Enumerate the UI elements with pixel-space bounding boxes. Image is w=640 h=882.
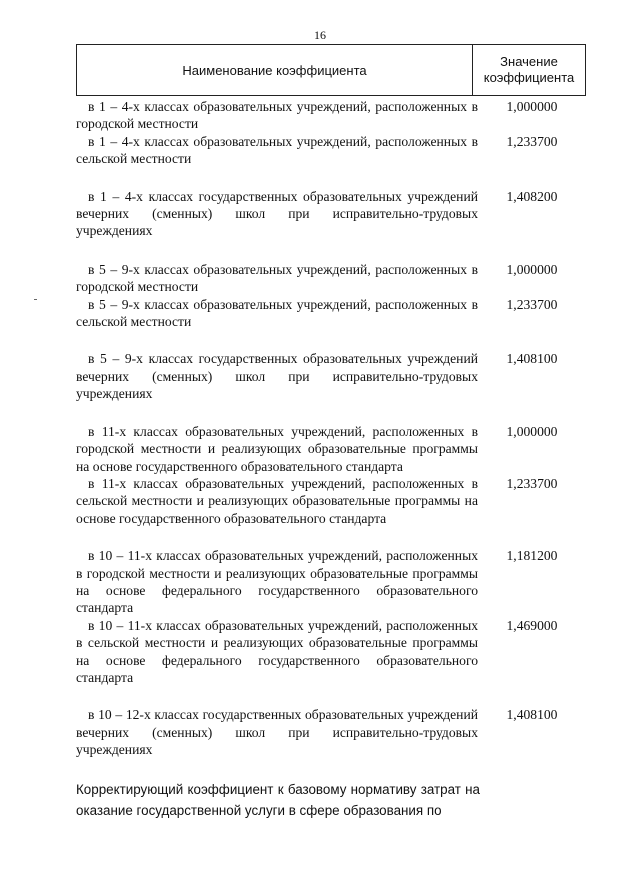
row-name: в 10 – 11-х классах образовательных учреждений, расположенных в сельской местности и реализующих образовательные программы на основе федерального государственного образовательного стандарта [76,617,478,685]
row-value: 1,408100 [506,351,558,367]
table-row [76,133,586,168]
row-name: в 10 – 12-х классах государственных образовательных учреждений вечерних (сменных) школ при исправительно-трудовых учреждениях [76,707,478,758]
table-row [76,475,586,527]
row-name: в 5 – 9-х классах образовательных учреждений, расположенных в городской местности [76,261,478,295]
footer-paragraph: Корректирующий коэффициент к базовому нормативу затрат на оказание государственной услуги в сфере образования по [76,782,480,818]
row-name: в 1 – 4-х классах государственных образовательных учреждений вечерних (сменных) школ при исправительно-трудовых учреждениях [76,188,478,239]
table-row [76,188,586,240]
header-value-cell [473,45,585,95]
header-value-line1: Значение [500,54,558,69]
header-value-label [484,54,575,86]
row-name: в 5 – 9-х классах государственных образовательных учреждений вечерних (сменных) школ при исправительно-трудовых учреждениях [76,351,478,402]
row-value: 1,000000 [506,99,558,114]
table-row [76,547,586,617]
header-value-line2: коэффициента [483,70,575,85]
row-value: 1,408100 [506,707,558,723]
table-row [76,423,586,475]
table-row [76,706,586,758]
row-name: в 11-х классах образовательных учреждений, расположенных в городской местности и реализующих образовательные программы на основе государственного образовательного стандарта [76,423,478,474]
row-value: 1,000000 [506,261,558,277]
table-row [76,296,586,331]
row-name: в 1 – 4-х классах образовательных учреждений, расположенных в городской местности [76,99,478,132]
table-header [76,44,586,96]
row-name: в 5 – 9-х классах образовательных учреждений, расположенных в сельской местности [76,296,478,330]
row-value: 1,233700 [506,475,558,491]
row-name: в 11-х классах образовательных учреждений, расположенных в сельской местности и реализующих образовательные программы на основе государственного образовательного стандарта [76,475,478,526]
row-name: в 10 – 11-х классах образовательных учреждений, расположенных в городской местности и реализующих образовательные программы на основе федерального государственного образовательного стандарта [76,548,478,616]
page-number: 16 [314,28,326,42]
header-name-cell: Наименование коэффициента [77,45,473,95]
scan-dot [34,299,37,300]
table-row [76,350,586,402]
table-row [76,261,586,296]
table-row [76,617,586,687]
row-value: 1,469000 [506,617,558,633]
row-value: 1,408200 [506,188,558,204]
row-value: 1,233700 [506,133,558,149]
table-row [76,98,586,133]
row-value: 1,181200 [506,548,558,564]
row-value: 1,000000 [506,423,558,439]
row-name: в 1 – 4-х классах образовательных учреждений, расположенных в сельской местности [76,133,478,167]
coefficient-table [76,44,586,759]
row-value: 1,233700 [506,296,558,312]
